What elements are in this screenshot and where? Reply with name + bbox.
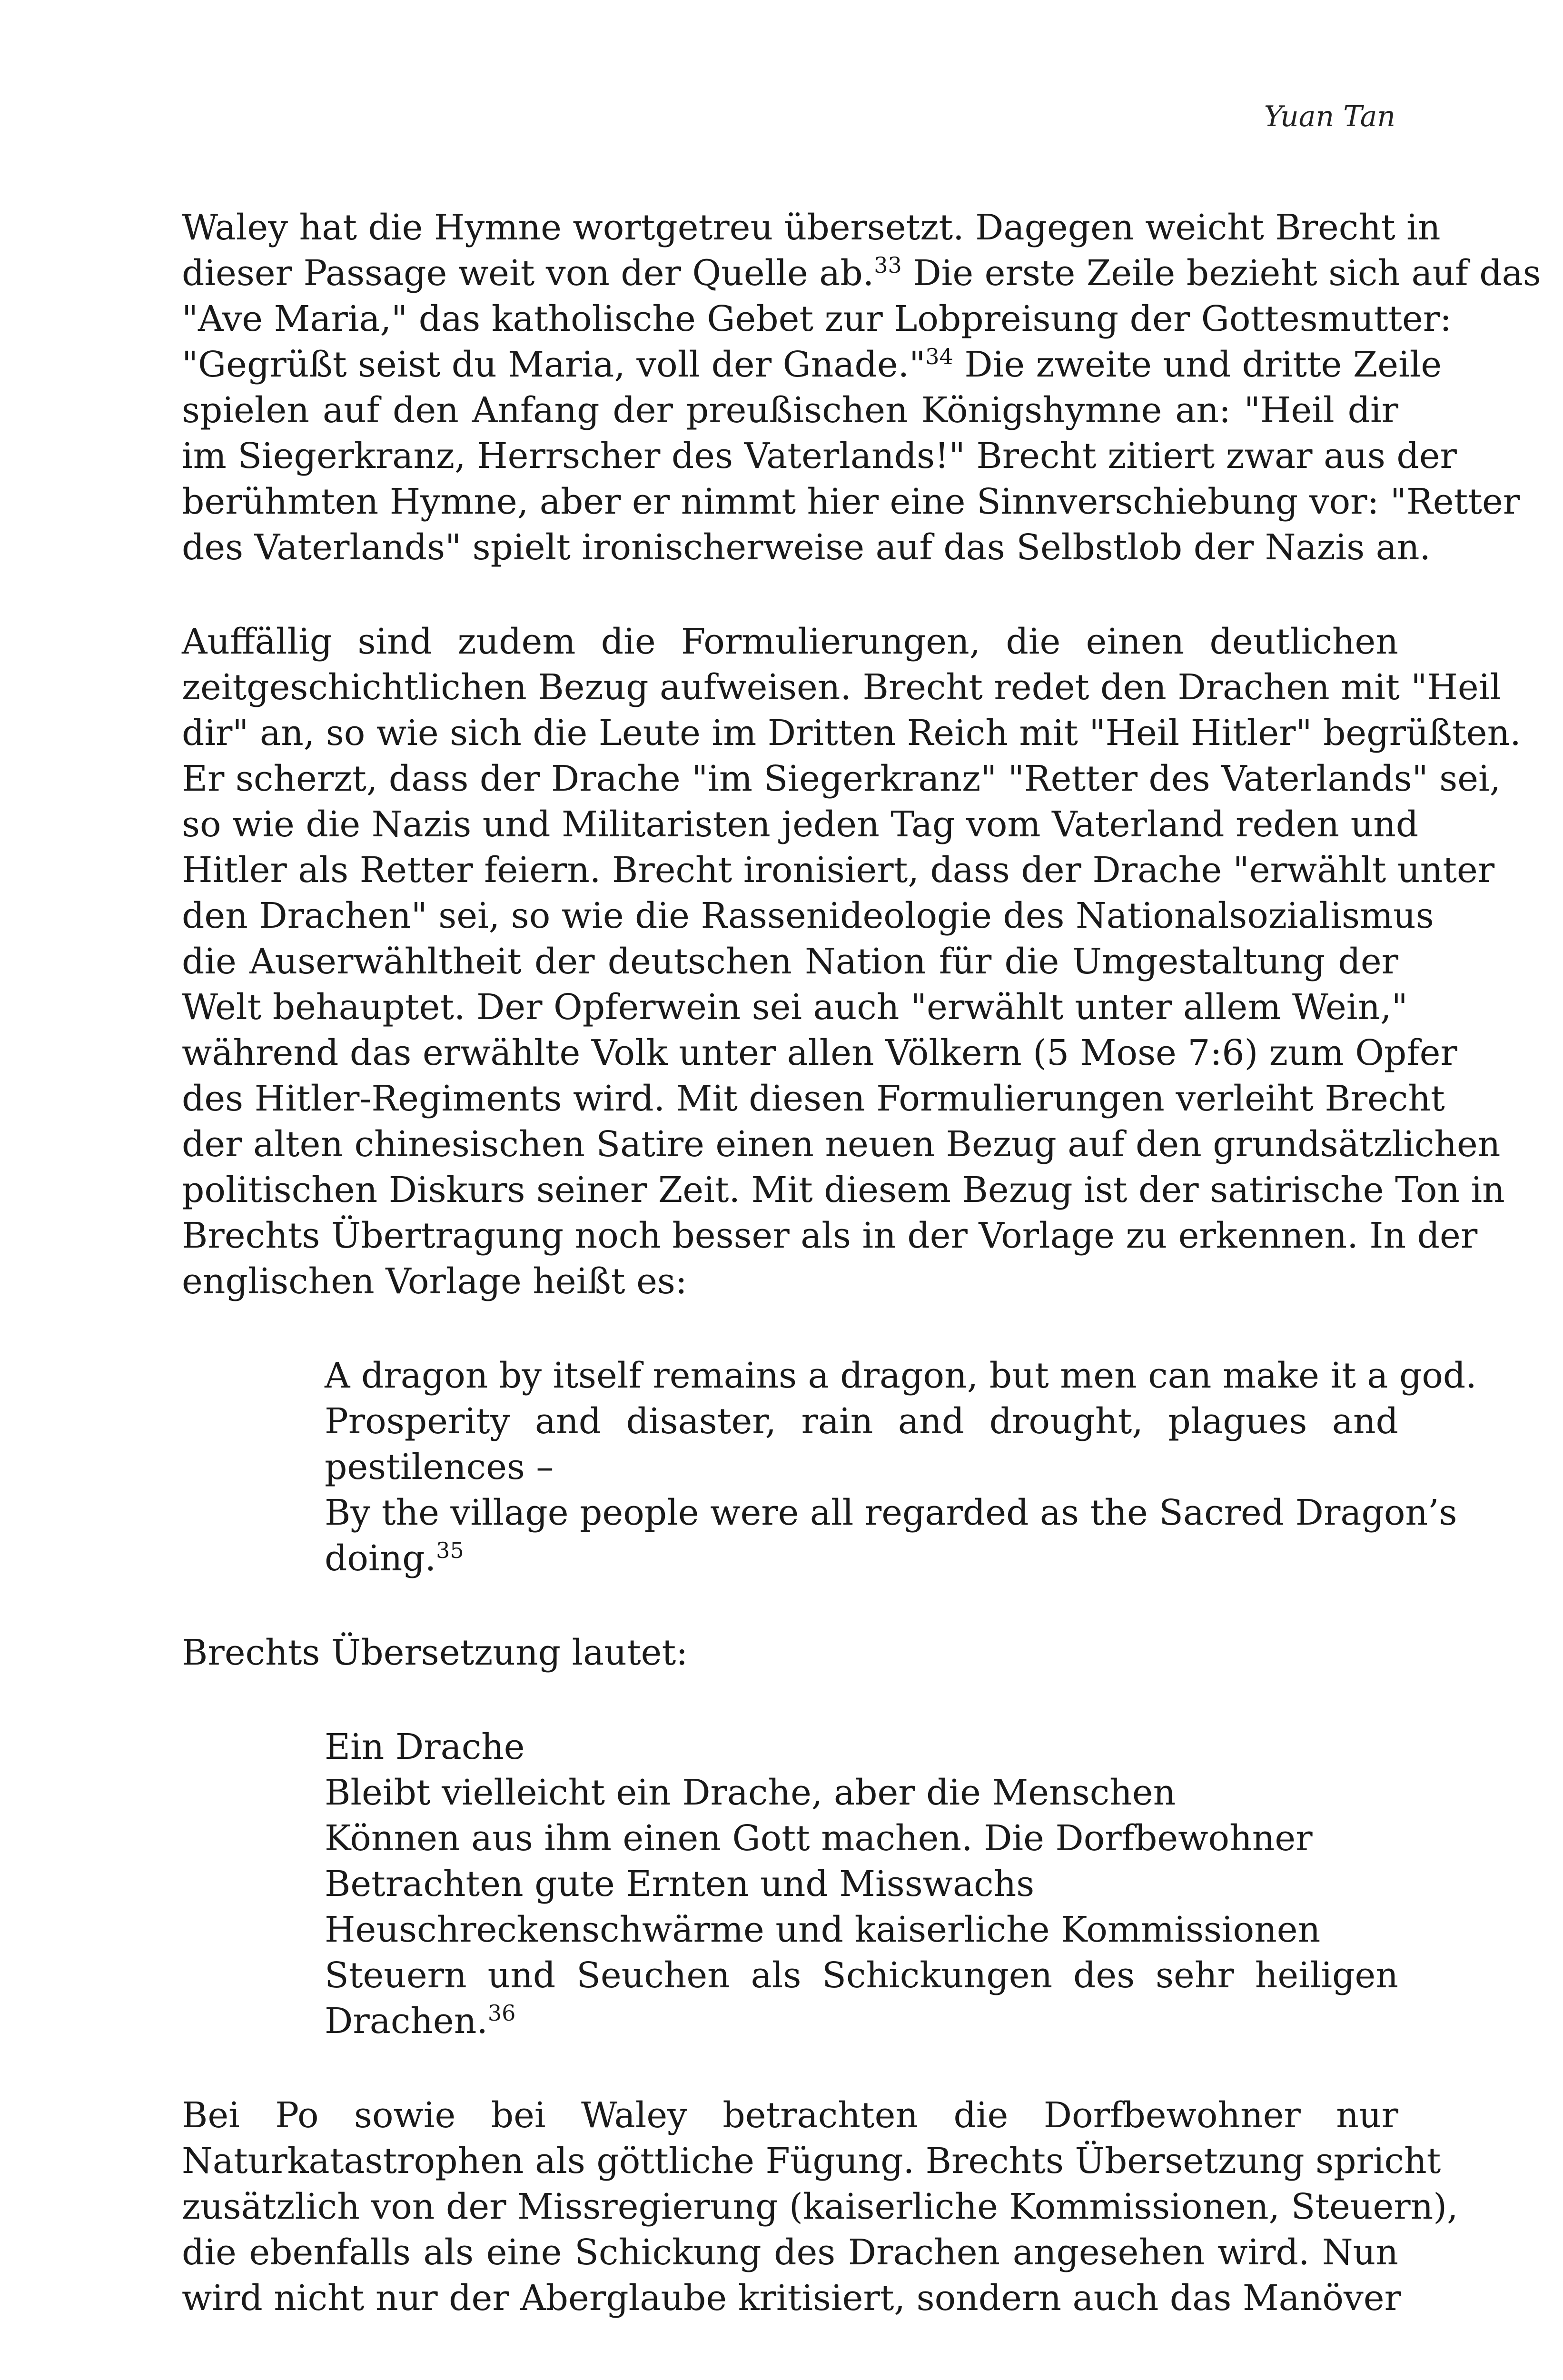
running-head-author: Yuan Tan (1264, 100, 1395, 133)
text-line: zusätzlich von der Missregierung (kaiserliche Kommissionen, Steuern), (182, 2186, 1458, 2227)
text-line: während das erwählte Volk unter allen Völkern (5 Mose 7:6) zum Opfer (182, 1032, 1457, 1073)
block-quote-english (325, 1353, 1477, 1581)
text-line: Waley hat die Hymne wortgetreu übersetzt. Dagegen weicht Brecht in (182, 207, 1441, 248)
text-segment: Die erste Zeile bezieht sich auf das (901, 253, 1541, 294)
text-line: englischen Vorlage heißt es: (182, 1261, 687, 1302)
block-quote-german (325, 1724, 1398, 2044)
text-line: im Siegerkranz, Herrscher des Vaterlands!" Brecht zitiert zwar aus der (182, 436, 1457, 476)
quote-line (325, 1998, 1398, 2044)
text-line: die Auserwähltheit der deutschen Nation für die Umgestaltung der (182, 941, 1398, 982)
text-line: des Hitler-Regiments wird. Mit diesen Formulierungen verleiht Brecht (182, 1078, 1445, 1119)
text-line: den Drachen" sei, so wie die Rassenideologie des Nationalsozialismus (182, 895, 1434, 936)
text-line: Brechts Übersetzung lautet: (182, 1632, 688, 1673)
text-line: Hitler als Retter feiern. Brecht ironisiert, dass der Drache "erwählt unter (182, 850, 1495, 891)
quote-line: By the village people were all regarded as the Sacred Dragon’s (325, 1492, 1457, 1533)
text-line: die ebenfalls als eine Schickung des Drachen angesehen wird. Nun (182, 2232, 1398, 2273)
text-segment: Drachen. (325, 2001, 488, 2042)
footnote-marker-34: 34 (925, 344, 953, 369)
text-line: spielen auf den Anfang der preußischen Königshymne an: "Heil dir (182, 390, 1398, 431)
text-line: dir" an, so wie sich die Leute im Dritten Reich mit "Heil Hitler" begrüßten. (182, 713, 1521, 754)
paragraph-1 (182, 205, 1541, 570)
text-line: Er scherzt, dass der Drache "im Siegerkranz" "Retter des Vaterlands" sei, (182, 758, 1501, 799)
text-line: Welt behauptet. Der Opferwein sei auch "erwählt unter allem Wein," (182, 987, 1408, 1028)
footnote-marker-35: 35 (436, 1537, 464, 1563)
text-segment: Die zweite und dritte Zeile (953, 344, 1442, 385)
body-text (182, 205, 1541, 2370)
quote-line: Prosperity and disaster, rain and drought, plagues and (325, 1401, 1398, 1442)
quote-line: Können aus ihm einen Gott machen. Die Dorfbewohner (325, 1818, 1313, 1859)
text-line: Bei Po sowie bei Waley betrachten die Dorfbewohner nur (182, 2095, 1398, 2136)
quote-line: Ein Drache (325, 1726, 525, 1767)
text-line: berühmten Hymne, aber er nimmt hier eine Sinnverschiebung vor: "Retter (182, 481, 1520, 522)
text-line: "Ave Maria," das katholische Gebet zur Lobpreisung der Gottesmutter: (182, 298, 1452, 339)
quote-line: pestilences – (325, 1447, 554, 1488)
text-line: politischen Diskurs seiner Zeit. Mit diesem Bezug ist der satirische Ton in (182, 1170, 1505, 1210)
paragraph-3 (182, 1630, 1398, 1676)
quote-line: Steuern und Seuchen als Schickungen des sehr heiligen (325, 1955, 1398, 1996)
text-segment: doing. (325, 1538, 436, 1579)
quote-line: Heuschreckenschwärme und kaiserliche Kommissionen (325, 1909, 1321, 1950)
quote-line: A dragon by itself remains a dragon, but men can make it a god. (325, 1355, 1477, 1396)
text-line: Brechts Übertragung noch besser als in der Vorlage zu erkennen. In der (182, 1215, 1478, 1256)
quote-line (325, 1536, 1398, 1581)
text-line: der alten chinesischen Satire einen neuen Bezug auf den grundsätzlichen (182, 1124, 1501, 1165)
footnote-marker-36: 36 (487, 2000, 516, 2026)
text-line (182, 250, 1541, 296)
quote-line: Betrachten gute Ernten und Misswachs (325, 1864, 1035, 1904)
paragraph-4 (182, 2092, 1458, 2321)
text-line: so wie die Nazis und Militaristen jeden Tag vom Vaterland reden und (182, 804, 1419, 845)
footnote-marker-33: 33 (874, 252, 902, 278)
text-line: zeitgeschichtlichen Bezug aufweisen. Brecht redet den Drachen mit "Heil (182, 667, 1502, 708)
text-line: des Vaterlands" spielt ironischerweise auf das Selbstlob der Nazis an. (182, 527, 1431, 568)
text-line: Auffällig sind zudem die Formulierungen, die einen deutlichen (182, 621, 1398, 662)
text-line: wird nicht nur der Aberglaube kritisiert, sondern auch das Manöver (182, 2278, 1401, 2319)
quote-line: Bleibt vielleicht ein Drache, aber die Menschen (325, 1772, 1176, 1813)
text-line (182, 342, 1442, 387)
text-segment: dieser Passage weit von der Quelle ab. (182, 253, 874, 294)
text-segment: "Gegrüßt seist du Maria, voll der Gnade." (182, 344, 926, 385)
paragraph-2 (182, 619, 1521, 1304)
text-line: Naturkatastrophen als göttliche Fügung. Brechts Übersetzung spricht (182, 2141, 1441, 2182)
